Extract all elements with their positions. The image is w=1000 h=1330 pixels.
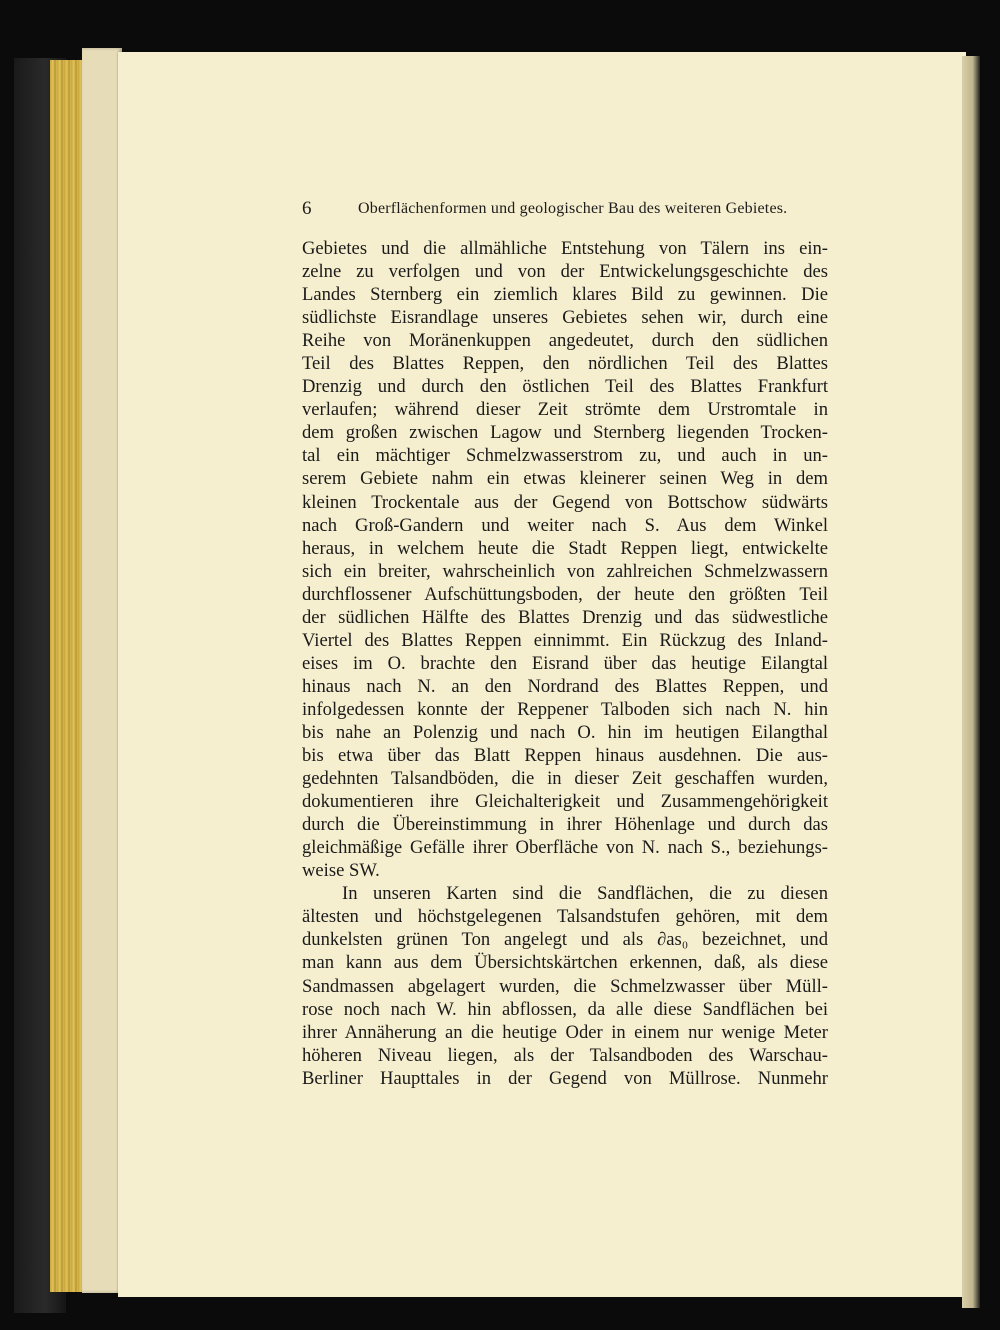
text-line: tal ein mächtiger Schmelzwasserstrom zu, und auch in un-: [302, 445, 828, 467]
paragraph-start-line: In unseren Karten sind die Sandflächen, die zu diesen: [342, 883, 828, 905]
text-line: ältesten und höchstgelegenen Talsandstufen gehören, mit dem: [302, 906, 828, 928]
text-line: hinaus nach N. an den Nordrand des Blattes Reppen, und: [302, 675, 828, 697]
page-stack: [82, 48, 122, 1293]
text-line: Viertel des Blattes Reppen einnimmt. Ein Rückzug des Inland-: [302, 629, 828, 651]
text-line: bis nahe an Polenzig und nach O. hin im heutigen Eilangthal: [302, 721, 828, 743]
body-text: [302, 237, 828, 1090]
text-line: eises im O. brachte den Eisrand über das heutige Eilangtal: [302, 652, 828, 674]
text-line: Drenzig und durch den östlichen Teil des Blattes Frankfurt: [302, 376, 828, 398]
running-head: Oberflächenformen und geologischer Bau des weiteren Gebietes.: [358, 200, 788, 217]
text-line: Gebietes und die allmähliche Entstehung von Tälern ins ein-: [302, 238, 828, 259]
page-number: 6: [302, 198, 312, 219]
text-line: der südlichen Hälfte des Blattes Drenzig und das südwestliche: [302, 606, 828, 628]
text-line: verlaufen; während dieser Zeit strömte dem Urstromtale in: [302, 399, 828, 421]
text-line: Landes Sternberg ein ziemlich klares Bild zu gewinnen. Die: [302, 284, 828, 306]
text-line: gleichmäßige Gefälle ihrer Oberfläche von N. nach S., beziehungs-: [302, 837, 828, 859]
text-line: zelne zu verfolgen und von der Entwickelungsgeschichte des: [302, 261, 828, 283]
text-line: serem Gebiete nahm ein etwas kleinerer seinen Weg in dem: [302, 468, 828, 490]
text-line: Teil des Blattes Reppen, den nördlichen Teil des Blattes: [302, 353, 828, 375]
text-line: man kann aus dem Übersichtskärtchen erkennen, daß, als diese: [302, 952, 828, 974]
text-line: durch die Übereinstimmung in ihrer Höhenlage und durch das: [302, 814, 828, 836]
text-line: heraus, in welchem heute die Stadt Reppen liegt, entwickelte: [302, 537, 828, 559]
text-line: ihrer Annäherung an die heutige Oder in einem nur wenige Meter: [302, 1021, 828, 1043]
text-line: nach Groß-Gandern und weiter nach S. Aus dem Winkel: [302, 514, 828, 536]
page-header: [302, 198, 788, 222]
text-line: gedehnten Talsandböden, die in dieser Zeit geschaffen wurden,: [302, 768, 828, 790]
text-line: rose noch nach W. hin abflossen, da alle diese Sandflächen bei: [302, 998, 828, 1020]
text-line: Berliner Haupttales in der Gegend von Müllrose. Nunmehr: [302, 1067, 828, 1089]
text-line: sich ein breiter, wahrscheinlich von zahlreichen Schmelzwassern: [302, 560, 828, 582]
text-line: höheren Niveau liegen, als der Talsandboden des Warschau-: [302, 1044, 828, 1066]
text-line: dokumentieren ihre Gleichalterigkeit und Zusammengehörigkeit: [302, 791, 828, 813]
text-line: bis etwa über das Blatt Reppen hinaus ausdehnen. Die aus-: [302, 745, 828, 767]
text-line: infolgedessen konnte der Reppener Talboden sich nach N. hin: [302, 698, 828, 720]
text-line: Reihe von Moränenkuppen angedeutet, durch den südlichen: [302, 330, 828, 352]
text-line: südlichste Eisrandlage unseres Gebietes sehen wir, durch eine: [302, 307, 828, 329]
text-line: dem großen zwischen Lagow und Sternberg liegenden Trocken-: [302, 422, 828, 444]
text-line: dunkelsten grünen Ton angelegt und als ∂as₀ bezeichnet, und: [302, 929, 828, 951]
text-line: kleinen Trockentale aus der Gegend von Bottschow südwärts: [302, 491, 828, 513]
text-line: durchflossener Aufschüttungsboden, der heute den größten Teil: [302, 583, 828, 605]
text-line: Sandmassen abgelagert wurden, die Schmelzwasser über Müll-: [302, 975, 828, 997]
facing-page-edge: [962, 56, 980, 1308]
paragraph-end-line: weise SW.: [302, 860, 380, 882]
